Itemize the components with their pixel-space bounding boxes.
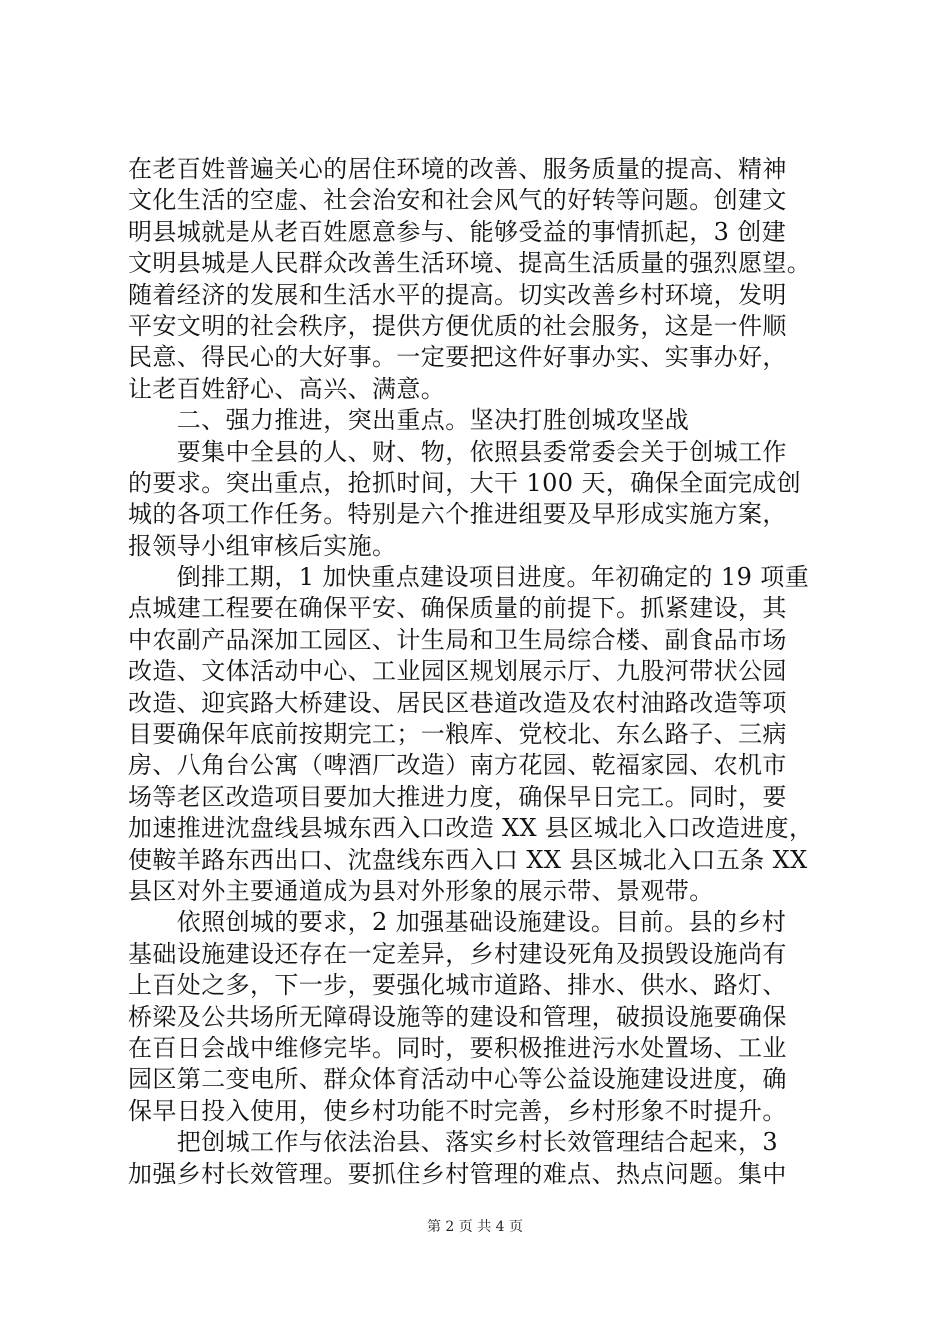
text-line: 要集中全县的人、财、物，依照县委常委会关于创城工作	[128, 437, 787, 466]
text-line: 报领导小组审核后实施。	[128, 531, 397, 560]
text-line: 加速推进沈盘线县城东西入口改造 XX 县区城北入口改造进度，	[128, 814, 814, 843]
text-line: 目要确保年底前按期完工；一粮库、党校北、东么路子、三病	[128, 720, 787, 749]
text-line: 园区第二变电所、群众体育活动中心等公益设施建设进度，确	[128, 1065, 787, 1094]
text-line: 依照创城的要求，2 加强基础设施建设。目前。县的乡村	[128, 908, 787, 937]
text-line: 民意、得民心的大好事。一定要把这件好事办实、实事办好，	[128, 343, 787, 372]
text-line: 在老百姓普遍关心的居住环境的改善、服务质量的提高、精神	[128, 155, 787, 183]
text-line: 中农副产品深加工园区、计生局和卫生局综合楼、副食品市场	[128, 625, 787, 654]
page-number-footer: 第 2 页 共 4 页	[426, 1219, 524, 1235]
section-heading: 二、强力推进，突出重点。坚决打胜创城攻坚战	[128, 406, 690, 435]
text-line: 平安文明的社会秩序，提供方便优质的社会服务，这是一件顺	[128, 311, 787, 340]
text-line: 房、八角台公寓（啤酒厂改造）南方花园、乾福家园、农机市	[128, 751, 787, 780]
text-line: 明县城就是从老百姓愿意参与、能够受益的事情抓起，3 创建	[128, 217, 787, 246]
text-line: 加强乡村长效管理。要抓住乡村管理的难点、热点问题。集中	[128, 1159, 787, 1188]
text-line: 保早日投入使用，使乡村功能不时完善，乡村形象不时提升。	[128, 1096, 787, 1125]
text-line: 让老百姓舒心、高兴、满意。	[128, 374, 446, 403]
text-line: 使鞍羊路东西出口、沈盘线东西入口 XX 县区城北入口五条 XX	[128, 845, 808, 874]
text-line: 文化生活的空虚、社会治安和社会风气的好转等问题。创建文	[128, 186, 787, 215]
text-line: 改造、迎宾路大桥建设、居民区巷道改造及农村油路改造等项	[128, 688, 787, 717]
text-line: 桥梁及公共场所无障碍设施等的建设和管理，破损设施要确保	[128, 1002, 787, 1031]
text-line: 的要求。突出重点，抢抓时间，大干 100 天，确保全面完成创	[128, 468, 802, 497]
text-line: 把创城工作与依法治县、落实乡村长效管理结合起来，3	[128, 1128, 779, 1157]
text-line: 改造、文体活动中心、工业园区规划展示厅、九股河带状公园	[128, 657, 787, 686]
text-line: 文明县城是人民群众改善生活环境、提高生活质量的强烈愿望。	[128, 249, 812, 278]
text-line: 倒排工期，1 加快重点建设项目进度。年初确定的 19 项重	[128, 563, 810, 592]
text-line: 县区对外主要通道成为县对外形象的展示带、景观带。	[128, 876, 714, 905]
text-line: 点城建工程要在确保平安、确保质量的前提下。抓紧建设，其	[128, 594, 787, 623]
text-line: 基础设施建设还存在一定差异，乡村建设死角及损毁设施尚有	[128, 939, 787, 968]
text-line: 场等老区改造项目要加大推进力度，确保早日完工。同时，要	[128, 782, 787, 811]
text-line: 在百日会战中维修完毕。同时，要积极推进污水处置场、工业	[128, 1033, 787, 1062]
body-text	[128, 154, 840, 1190]
text-line: 城的各项工作任务。特别是六个推进组要及早形成实施方案，	[128, 500, 787, 529]
text-line: 上百处之多，下一步，要强化城市道路、排水、供水、路灯、	[128, 971, 787, 1000]
text-line: 随着经济的发展和生活水平的提高。切实改善乡村环境，发明	[128, 280, 787, 309]
